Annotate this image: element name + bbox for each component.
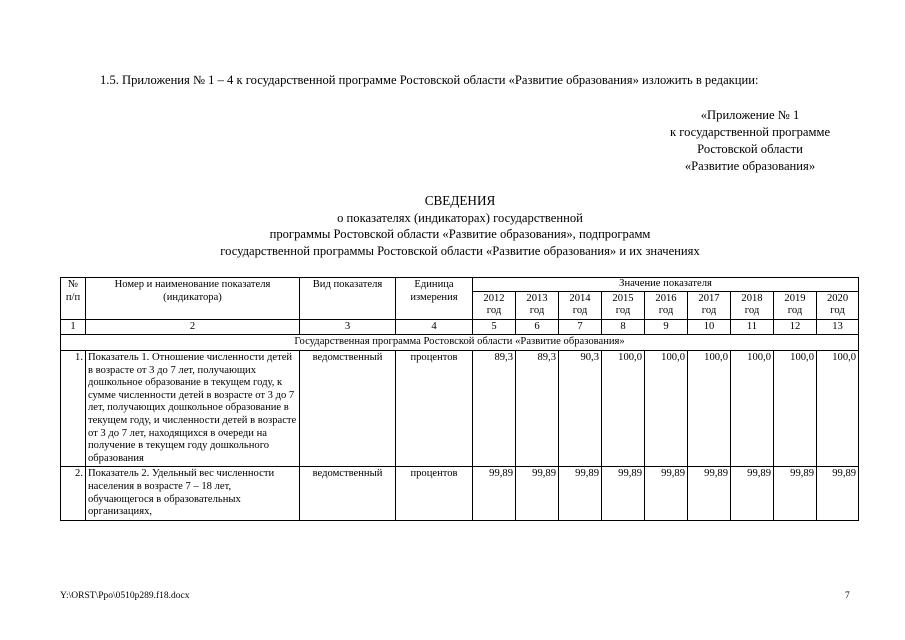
column-number: 7 xyxy=(559,319,602,335)
indicator-value: 90,3 xyxy=(559,350,602,466)
header-kind: Вид показателя xyxy=(300,278,396,320)
table-header-row xyxy=(61,278,859,292)
year-header: 2018 год xyxy=(731,291,774,319)
column-number: 4 xyxy=(396,319,473,335)
row-number: 2. xyxy=(61,467,86,520)
indicator-unit: процентов xyxy=(396,350,473,466)
column-numbers-row xyxy=(61,319,859,335)
header-name: Номер и наименование показателя (индикатора) xyxy=(86,278,300,320)
column-number: 9 xyxy=(645,319,688,335)
indicator-value: 99,89 xyxy=(688,467,731,520)
heading-line: государственной программы Ростовской области «Развитие образования» и их значениях xyxy=(220,243,700,258)
year-header: 2016 год xyxy=(645,291,688,319)
page-number: 7 xyxy=(845,591,850,601)
indicator-value: 99,89 xyxy=(774,467,817,520)
appendix-line: «Приложение № 1 xyxy=(700,108,800,122)
appendix-line: «Развитие образования» xyxy=(684,159,816,173)
section-row xyxy=(61,335,859,351)
table-row xyxy=(61,350,859,466)
heading-line: программы Ростовской области «Развитие образования», подпрограмм xyxy=(269,227,651,241)
indicator-value: 89,3 xyxy=(473,350,516,466)
row-number: 1. xyxy=(61,350,86,466)
indicator-kind: ведомственный xyxy=(300,467,396,520)
appendix-caption xyxy=(640,107,860,175)
year-header: 2017 год xyxy=(688,291,731,319)
year-header: 2019 год xyxy=(774,291,817,319)
header-values: Значение показателя xyxy=(473,278,859,292)
year-header: 2014 год xyxy=(559,291,602,319)
intro-paragraph: 1.5. Приложения № 1 – 4 к государственной программе Ростовской области «Развитие образования» изложить в редакции: xyxy=(100,73,759,87)
column-number: 13 xyxy=(817,319,859,335)
year-header: 2020 год xyxy=(817,291,859,319)
indicator-value: 100,0 xyxy=(731,350,774,466)
indicator-value: 99,89 xyxy=(602,467,645,520)
indicator-value: 99,89 xyxy=(473,467,516,520)
indicator-value: 100,0 xyxy=(602,350,645,466)
appendix-line: к государственной программе xyxy=(669,125,831,139)
column-number: 10 xyxy=(688,319,731,335)
heading-line: о показателях (индикаторах) государственной xyxy=(337,210,583,225)
year-header: 2012 год xyxy=(473,291,516,319)
indicator-value: 99,89 xyxy=(731,467,774,520)
header-num: № п/п xyxy=(61,278,86,320)
appendix-line: Ростовской области xyxy=(697,142,803,156)
indicator-value: 99,89 xyxy=(516,467,559,520)
section-title: Государственная программа Ростовской области «Развитие образования» xyxy=(61,335,859,351)
indicator-name: Показатель 1. Отношение численности детей в возрасте от 3 до 7 лет, получающих дошкольное образование в текущем году, к сумме численности детей в возрасте от 3 до 7 лет, получающих дошкольное образование в текущем году, и численности детей в возрасте от 3 до 7 лет, находящихся в очереди на получение в текущем году дошкольного образования xyxy=(86,350,300,466)
footer-file-path: Y:\ORST\Ppo\0510p289.f18.docx xyxy=(60,591,190,601)
column-number: 5 xyxy=(473,319,516,335)
indicator-value: 100,0 xyxy=(688,350,731,466)
column-number: 2 xyxy=(86,319,300,335)
header-unit: Единица измерения xyxy=(396,278,473,320)
indicator-value: 100,0 xyxy=(817,350,859,466)
indicator-value: 99,89 xyxy=(645,467,688,520)
column-number: 6 xyxy=(516,319,559,335)
column-number: 8 xyxy=(602,319,645,335)
column-number: 3 xyxy=(300,319,396,335)
column-number: 12 xyxy=(774,319,817,335)
year-header: 2013 год xyxy=(516,291,559,319)
indicator-value: 89,3 xyxy=(516,350,559,466)
indicator-name: Показатель 2. Удельный вес численности населения в возрасте 7 – 18 лет, обучающегося в образовательных организациях, xyxy=(86,467,300,520)
heading-title: СВЕДЕНИЯ xyxy=(424,193,496,208)
indicator-unit: процентов xyxy=(396,467,473,520)
column-number: 11 xyxy=(731,319,774,335)
table-row xyxy=(61,467,859,520)
indicator-value: 100,0 xyxy=(645,350,688,466)
indicator-value: 99,89 xyxy=(559,467,602,520)
indicator-value: 100,0 xyxy=(774,350,817,466)
indicators-table xyxy=(60,277,859,521)
column-number: 1 xyxy=(61,319,86,335)
indicator-kind: ведомственный xyxy=(300,350,396,466)
document-heading xyxy=(60,193,860,259)
indicator-value: 99,89 xyxy=(817,467,859,520)
year-header: 2015 год xyxy=(602,291,645,319)
